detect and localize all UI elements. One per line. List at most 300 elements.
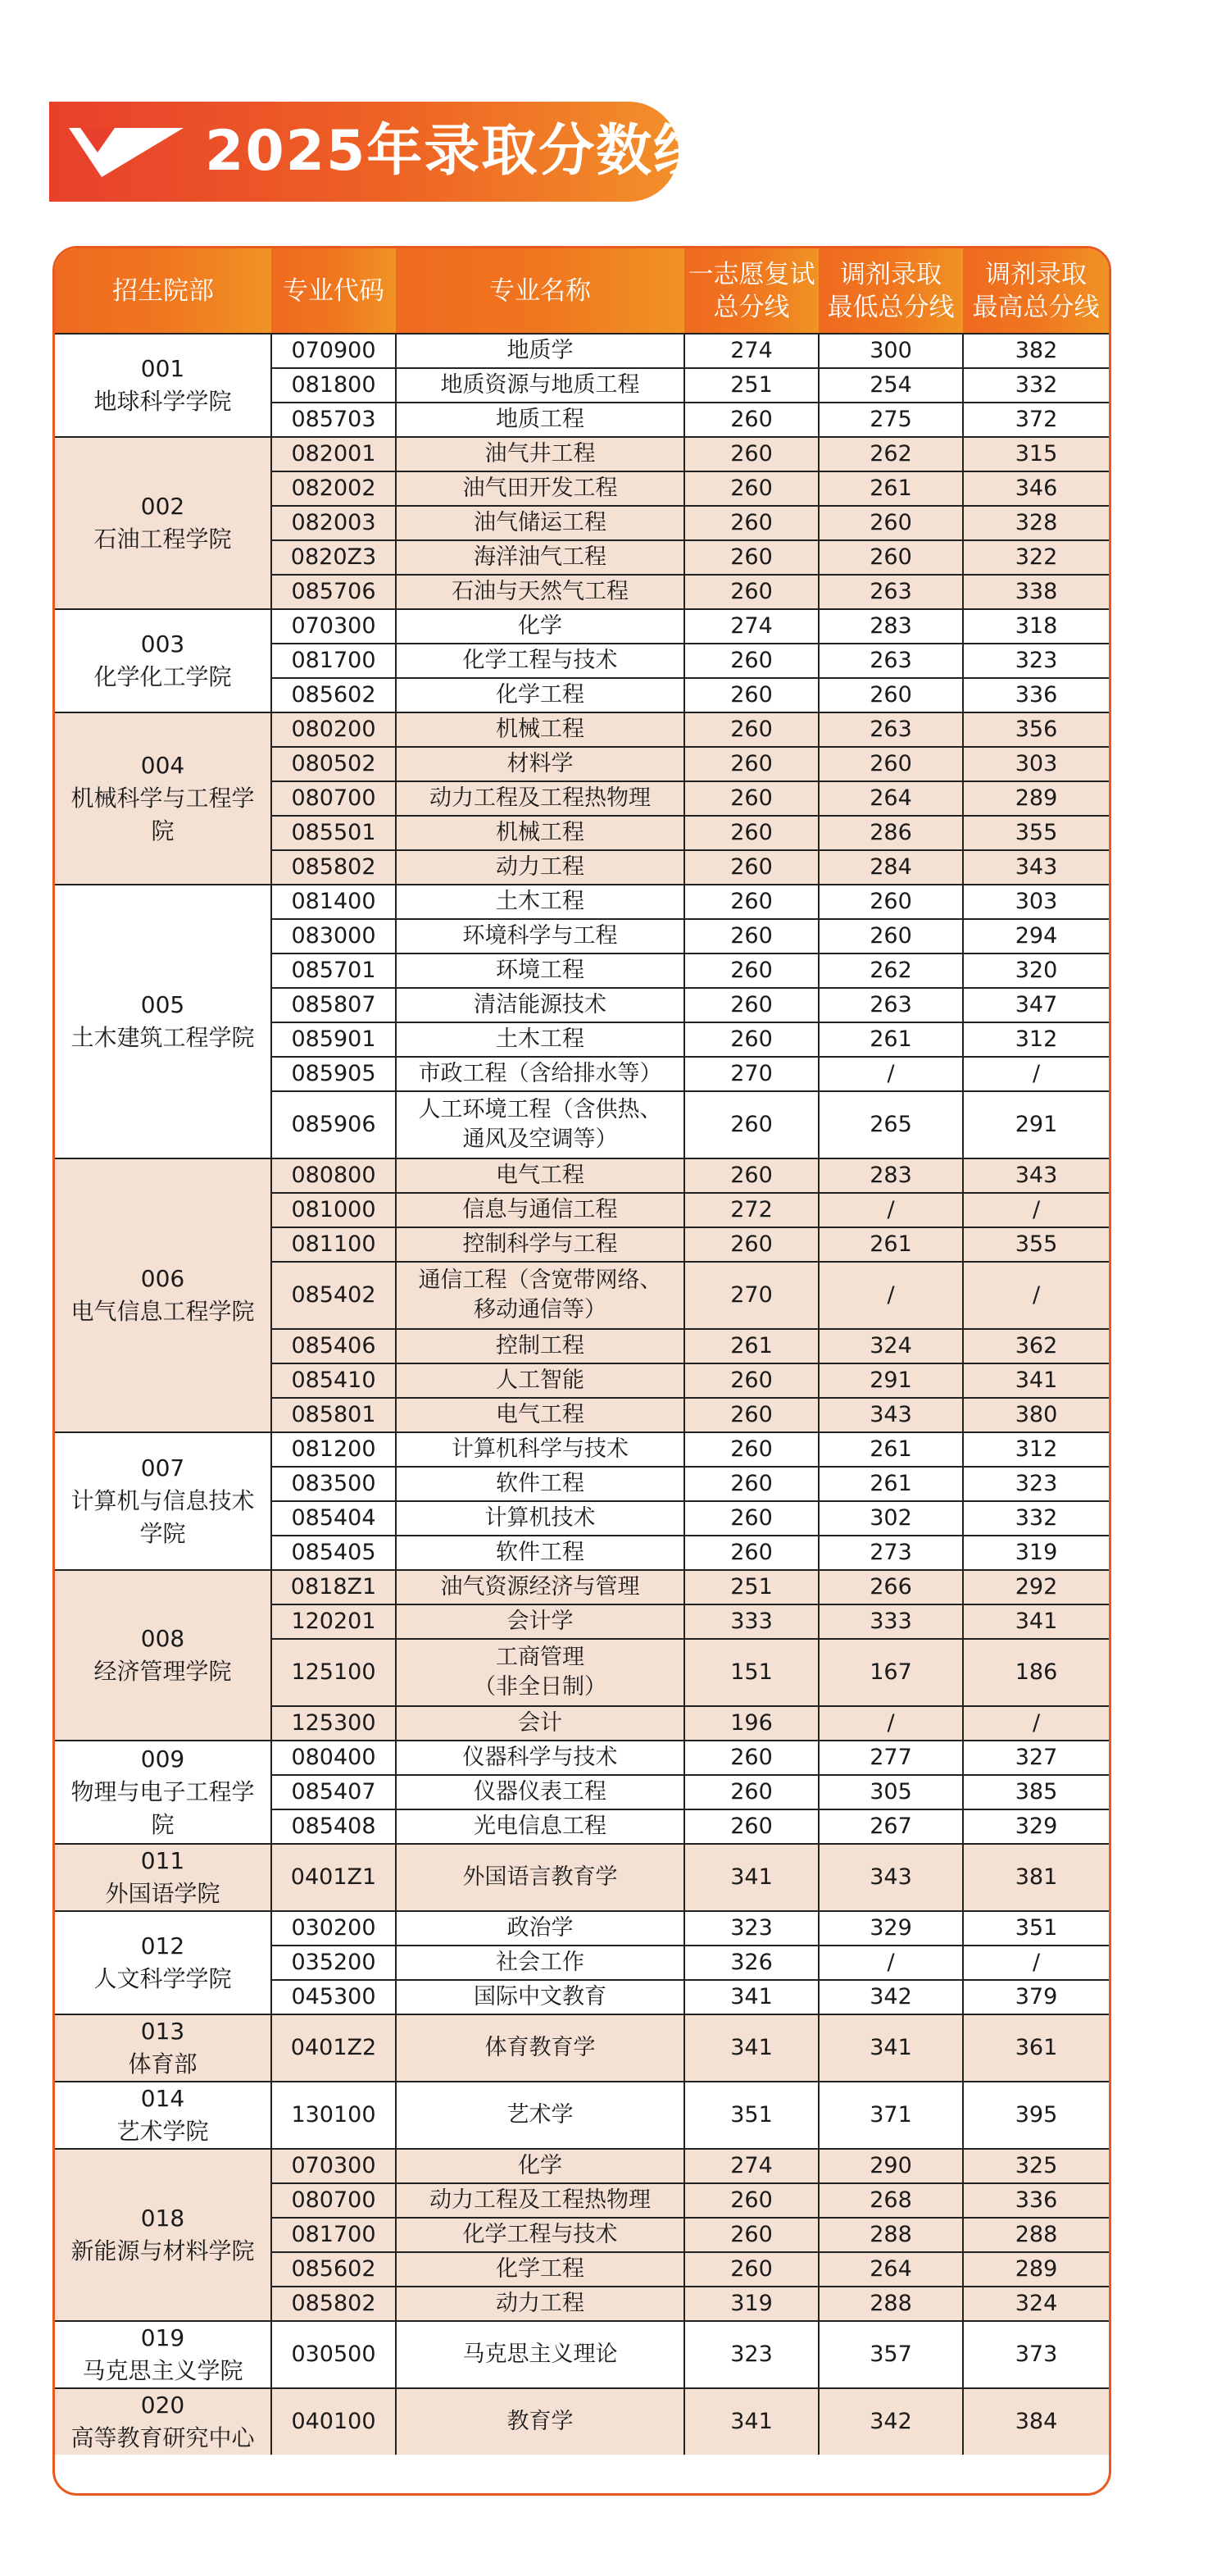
first-choice-score-cell: 260 — [684, 1501, 819, 1536]
major-name-cell: 马克思主义理论 — [396, 2321, 684, 2388]
major-code-cell: 085906 — [271, 1091, 396, 1158]
first-choice-score-cell: 260 — [684, 1022, 819, 1057]
first-choice-score-cell: 260 — [684, 1432, 819, 1467]
major-name-cell: 控制科学与工程 — [396, 1227, 684, 1262]
major-name-cell: 计算机科学与技术 — [396, 1432, 684, 1467]
major-name-cell: 化学工程 — [396, 678, 684, 712]
major-code-cell: 040100 — [271, 2388, 396, 2455]
first-choice-score-cell: 260 — [684, 1467, 819, 1501]
adjust-min-score-cell: 264 — [819, 781, 963, 816]
first-choice-score-cell: 274 — [684, 609, 819, 644]
major-code-cell: 085801 — [271, 1398, 396, 1432]
first-choice-score-cell: 260 — [684, 988, 819, 1022]
major-code-cell: 0401Z1 — [271, 1844, 396, 1911]
adjust-min-score-cell: 277 — [819, 1741, 963, 1775]
table-row — [55, 2149, 1109, 2183]
major-code-cell: 080502 — [271, 747, 396, 781]
major-code-cell: 085703 — [271, 403, 396, 437]
adjust-max-score-cell: 336 — [963, 2183, 1109, 2218]
adjust-min-score-cell: 291 — [819, 1363, 963, 1398]
adjust-min-score-cell: 275 — [819, 403, 963, 437]
major-name-cell: 油气资源经济与管理 — [396, 1570, 684, 1604]
first-choice-score-cell: 260 — [684, 2183, 819, 2218]
first-choice-score-cell: 260 — [684, 747, 819, 781]
major-name-cell: 计算机技术 — [396, 1501, 684, 1536]
first-choice-score-cell: 351 — [684, 2082, 819, 2149]
major-code-cell: 030200 — [271, 1911, 396, 1946]
first-choice-score-cell: 260 — [684, 471, 819, 506]
adjust-max-score-cell: / — [963, 1262, 1109, 1329]
major-code-cell: 085706 — [271, 575, 396, 609]
major-name-cell: 机械工程 — [396, 712, 684, 747]
adjust-max-score-cell: 318 — [963, 609, 1109, 644]
major-name-cell: 化学工程与技术 — [396, 644, 684, 678]
adjust-min-score-cell: 283 — [819, 609, 963, 644]
school-cell: 020 高等教育研究中心 — [55, 2388, 271, 2455]
adjust-min-score-cell: 261 — [819, 1227, 963, 1262]
major-name-cell: 软件工程 — [396, 1536, 684, 1570]
table-row — [55, 437, 1109, 471]
header-code: 专业代码 — [271, 248, 396, 334]
table-body — [55, 334, 1109, 2455]
major-code-cell: 085405 — [271, 1536, 396, 1570]
table-row — [55, 1911, 1109, 1946]
first-choice-score-cell: 274 — [684, 334, 819, 368]
adjust-min-score-cell: 254 — [819, 368, 963, 403]
first-choice-score-cell: 341 — [684, 2014, 819, 2082]
header-major: 专业名称 — [396, 248, 684, 334]
major-name-cell: 光电信息工程 — [396, 1809, 684, 1844]
major-name-cell: 环境科学与工程 — [396, 919, 684, 953]
adjust-max-score-cell: 292 — [963, 1570, 1109, 1604]
adjust-min-score-cell: 300 — [819, 334, 963, 368]
table-row — [55, 2388, 1109, 2455]
first-choice-score-cell: 260 — [684, 1091, 819, 1158]
major-name-cell: 油气井工程 — [396, 437, 684, 471]
school-cell: 006 电气信息工程学院 — [55, 1158, 271, 1432]
major-name-cell: 软件工程 — [396, 1467, 684, 1501]
first-choice-score-cell: 341 — [684, 1844, 819, 1911]
adjust-min-score-cell: 341 — [819, 2014, 963, 2082]
adjust-max-score-cell: 356 — [963, 712, 1109, 747]
major-code-cell: 082002 — [271, 471, 396, 506]
major-code-cell: 085905 — [271, 1057, 396, 1091]
first-choice-score-cell: 260 — [684, 1158, 819, 1193]
school-cell: 009 物理与电子工程学 院 — [55, 1741, 271, 1844]
school-cell: 014 艺术学院 — [55, 2082, 271, 2149]
adjust-min-score-cell: / — [819, 1706, 963, 1741]
adjust-max-score-cell: 341 — [963, 1604, 1109, 1639]
first-choice-score-cell: 260 — [684, 1363, 819, 1398]
first-choice-score-cell: 260 — [684, 2218, 819, 2252]
adjust-max-score-cell: 382 — [963, 334, 1109, 368]
table-row — [55, 2014, 1109, 2082]
major-code-cell: 081200 — [271, 1432, 396, 1467]
first-choice-score-cell: 260 — [684, 712, 819, 747]
first-choice-score-cell: 260 — [684, 1227, 819, 1262]
adjust-min-score-cell: 284 — [819, 850, 963, 885]
adjust-max-score-cell: 373 — [963, 2321, 1109, 2388]
first-choice-score-cell: 260 — [684, 437, 819, 471]
adjust-min-score-cell: 261 — [819, 471, 963, 506]
adjust-max-score-cell: 351 — [963, 1911, 1109, 1946]
adjust-min-score-cell: 263 — [819, 712, 963, 747]
first-choice-score-cell: 341 — [684, 2388, 819, 2455]
first-choice-score-cell: 260 — [684, 2252, 819, 2287]
first-choice-score-cell: 196 — [684, 1706, 819, 1741]
table-row — [55, 334, 1109, 368]
major-code-cell: 070300 — [271, 609, 396, 644]
major-name-cell: 机械工程 — [396, 816, 684, 850]
adjust-max-score-cell: 328 — [963, 506, 1109, 540]
adjust-min-score-cell: 263 — [819, 644, 963, 678]
adjust-max-score-cell: 289 — [963, 781, 1109, 816]
major-code-cell: 083500 — [271, 1467, 396, 1501]
table-row — [55, 2082, 1109, 2149]
adjust-max-score-cell: 323 — [963, 644, 1109, 678]
adjust-max-score-cell: 355 — [963, 1227, 1109, 1262]
table-row — [55, 885, 1109, 919]
header-school: 招生院部 — [55, 248, 271, 334]
adjust-min-score-cell: 324 — [819, 1329, 963, 1363]
school-cell: 008 经济管理学院 — [55, 1570, 271, 1741]
major-name-cell: 通信工程（含宽带网络、 移动通信等） — [396, 1262, 684, 1329]
major-code-cell: 085901 — [271, 1022, 396, 1057]
major-name-cell: 仪器科学与技术 — [396, 1741, 684, 1775]
adjust-max-score-cell: 320 — [963, 953, 1109, 988]
first-choice-score-cell: 272 — [684, 1193, 819, 1227]
major-code-cell: 070900 — [271, 334, 396, 368]
major-code-cell: 085407 — [271, 1775, 396, 1809]
major-code-cell: 085402 — [271, 1262, 396, 1329]
adjust-max-score-cell: 323 — [963, 1467, 1109, 1501]
header-adjust-max: 调剂录取 最高总分线 — [963, 248, 1109, 334]
adjust-min-score-cell: 302 — [819, 1501, 963, 1536]
major-name-cell: 环境工程 — [396, 953, 684, 988]
first-choice-score-cell: 333 — [684, 1604, 819, 1639]
major-code-cell: 130100 — [271, 2082, 396, 2149]
first-choice-score-cell: 260 — [684, 403, 819, 437]
major-code-cell: 085802 — [271, 2287, 396, 2321]
adjust-max-score-cell: 327 — [963, 1741, 1109, 1775]
adjust-min-score-cell: 260 — [819, 540, 963, 575]
adjust-max-score-cell: 322 — [963, 540, 1109, 575]
major-name-cell: 政治学 — [396, 1911, 684, 1946]
major-name-cell: 电气工程 — [396, 1398, 684, 1432]
adjust-max-score-cell: 288 — [963, 2218, 1109, 2252]
major-name-cell: 控制工程 — [396, 1329, 684, 1363]
major-name-cell: 信息与通信工程 — [396, 1193, 684, 1227]
first-choice-score-cell: 260 — [684, 850, 819, 885]
major-code-cell: 082003 — [271, 506, 396, 540]
adjust-min-score-cell: 288 — [819, 2287, 963, 2321]
major-name-cell: 地质学 — [396, 334, 684, 368]
adjust-min-score-cell: 273 — [819, 1536, 963, 1570]
adjust-min-score-cell: / — [819, 1262, 963, 1329]
adjust-min-score-cell: 267 — [819, 1809, 963, 1844]
major-name-cell: 人工环境工程（含供热、 通风及空调等） — [396, 1091, 684, 1158]
adjust-max-score-cell: 324 — [963, 2287, 1109, 2321]
major-code-cell: 120201 — [271, 1604, 396, 1639]
table-row — [55, 1158, 1109, 1193]
table-row — [55, 1432, 1109, 1467]
major-code-cell: 085410 — [271, 1363, 396, 1398]
table-row — [55, 1741, 1109, 1775]
title-banner — [49, 102, 711, 202]
adjust-max-score-cell: 385 — [963, 1775, 1109, 1809]
major-name-cell: 动力工程及工程热物理 — [396, 2183, 684, 2218]
first-choice-score-cell: 260 — [684, 1809, 819, 1844]
adjust-max-score-cell: 355 — [963, 816, 1109, 850]
major-name-cell: 海洋油气工程 — [396, 540, 684, 575]
table-row — [55, 2321, 1109, 2388]
adjust-min-score-cell: 342 — [819, 1980, 963, 2014]
first-choice-score-cell: 260 — [684, 919, 819, 953]
adjust-max-score-cell: 346 — [963, 471, 1109, 506]
first-choice-score-cell: 260 — [684, 816, 819, 850]
major-code-cell: 081000 — [271, 1193, 396, 1227]
adjust-min-score-cell: 262 — [819, 437, 963, 471]
adjust-max-score-cell: 186 — [963, 1639, 1109, 1706]
adjust-max-score-cell: 343 — [963, 1158, 1109, 1193]
adjust-max-score-cell: 332 — [963, 368, 1109, 403]
first-choice-score-cell: 151 — [684, 1639, 819, 1706]
first-choice-score-cell: 260 — [684, 1398, 819, 1432]
major-code-cell: 081400 — [271, 885, 396, 919]
adjust-min-score-cell: 260 — [819, 678, 963, 712]
major-name-cell: 化学 — [396, 609, 684, 644]
adjust-min-score-cell: 265 — [819, 1091, 963, 1158]
major-code-cell: 085602 — [271, 678, 396, 712]
school-cell: 005 土木建筑工程学院 — [55, 885, 271, 1158]
adjust-min-score-cell: / — [819, 1946, 963, 1980]
major-code-cell: 081800 — [271, 368, 396, 403]
major-name-cell: 仪器仪表工程 — [396, 1775, 684, 1809]
first-choice-score-cell: 326 — [684, 1946, 819, 1980]
major-name-cell: 土木工程 — [396, 1022, 684, 1057]
school-cell: 004 机械科学与工程学 院 — [55, 712, 271, 885]
adjust-min-score-cell: 263 — [819, 575, 963, 609]
major-code-cell: 085408 — [271, 1809, 396, 1844]
major-code-cell: 0401Z2 — [271, 2014, 396, 2082]
adjust-max-score-cell: 329 — [963, 1809, 1109, 1844]
adjust-min-score-cell: / — [819, 1193, 963, 1227]
first-choice-score-cell: 260 — [684, 1775, 819, 1809]
adjust-min-score-cell: 261 — [819, 1022, 963, 1057]
adjust-min-score-cell: 261 — [819, 1432, 963, 1467]
adjust-min-score-cell: 342 — [819, 2388, 963, 2455]
major-code-cell: 085501 — [271, 816, 396, 850]
adjust-min-score-cell: 264 — [819, 2252, 963, 2287]
table-header-row — [55, 248, 1109, 334]
major-code-cell: 085406 — [271, 1329, 396, 1363]
adjust-min-score-cell: 329 — [819, 1911, 963, 1946]
table-row — [55, 1844, 1109, 1911]
adjust-max-score-cell: 381 — [963, 1844, 1109, 1911]
first-choice-score-cell: 260 — [684, 575, 819, 609]
adjust-max-score-cell: 291 — [963, 1091, 1109, 1158]
adjust-min-score-cell: 371 — [819, 2082, 963, 2149]
score-table — [52, 246, 1111, 2496]
major-name-cell: 地质资源与地质工程 — [396, 368, 684, 403]
first-choice-score-cell: 323 — [684, 1911, 819, 1946]
table-row — [55, 609, 1109, 644]
adjust-max-score-cell: 312 — [963, 1022, 1109, 1057]
adjust-max-score-cell: 303 — [963, 885, 1109, 919]
school-cell: 018 新能源与材料学院 — [55, 2149, 271, 2321]
major-name-cell: 化学 — [396, 2149, 684, 2183]
adjust-max-score-cell: 380 — [963, 1398, 1109, 1432]
major-name-cell: 工商管理 （非全日制） — [396, 1639, 684, 1706]
major-code-cell: 080200 — [271, 712, 396, 747]
adjust-max-score-cell: 303 — [963, 747, 1109, 781]
adjust-min-score-cell: 260 — [819, 885, 963, 919]
major-code-cell: 081700 — [271, 644, 396, 678]
major-name-cell: 动力工程及工程热物理 — [396, 781, 684, 816]
major-name-cell: 社会工作 — [396, 1946, 684, 1980]
major-code-cell: 125300 — [271, 1706, 396, 1741]
adjust-min-score-cell: 262 — [819, 953, 963, 988]
first-choice-score-cell: 274 — [684, 2149, 819, 2183]
school-cell: 001 地球科学学院 — [55, 334, 271, 437]
adjust-min-score-cell: 290 — [819, 2149, 963, 2183]
major-name-cell: 油气田开发工程 — [396, 471, 684, 506]
major-code-cell: 083000 — [271, 919, 396, 953]
table-row — [55, 1570, 1109, 1604]
adjust-min-score-cell: 260 — [819, 506, 963, 540]
adjust-max-score-cell: 332 — [963, 1501, 1109, 1536]
major-code-cell: 080700 — [271, 2183, 396, 2218]
major-name-cell: 油气储运工程 — [396, 506, 684, 540]
adjust-max-score-cell: 338 — [963, 575, 1109, 609]
triangle-icon — [69, 128, 184, 177]
adjust-min-score-cell: 305 — [819, 1775, 963, 1809]
first-choice-score-cell: 260 — [684, 506, 819, 540]
adjust-max-score-cell: 336 — [963, 678, 1109, 712]
major-code-cell: 070300 — [271, 2149, 396, 2183]
major-code-cell: 045300 — [271, 1980, 396, 2014]
major-name-cell: 清洁能源技术 — [396, 988, 684, 1022]
first-choice-score-cell: 260 — [684, 953, 819, 988]
adjust-max-score-cell: / — [963, 1706, 1109, 1741]
school-cell: 003 化学化工学院 — [55, 609, 271, 712]
major-code-cell: 0820Z3 — [271, 540, 396, 575]
major-name-cell: 外国语言教育学 — [396, 1844, 684, 1911]
major-name-cell: 石油与天然气工程 — [396, 575, 684, 609]
major-name-cell: 体育教育学 — [396, 2014, 684, 2082]
adjust-min-score-cell: 333 — [819, 1604, 963, 1639]
major-name-cell: 市政工程（含给排水等） — [396, 1057, 684, 1091]
major-code-cell: 125100 — [271, 1639, 396, 1706]
first-choice-score-cell: 260 — [684, 1536, 819, 1570]
adjust-min-score-cell: 266 — [819, 1570, 963, 1604]
major-name-cell: 会计学 — [396, 1604, 684, 1639]
adjust-max-score-cell: 312 — [963, 1432, 1109, 1467]
major-code-cell: 081100 — [271, 1227, 396, 1262]
first-choice-score-cell: 260 — [684, 1741, 819, 1775]
first-choice-score-cell: 323 — [684, 2321, 819, 2388]
adjust-max-score-cell: / — [963, 1193, 1109, 1227]
major-code-cell: 080400 — [271, 1741, 396, 1775]
major-code-cell: 085807 — [271, 988, 396, 1022]
adjust-max-score-cell: 347 — [963, 988, 1109, 1022]
adjust-min-score-cell: 261 — [819, 1467, 963, 1501]
adjust-max-score-cell: 294 — [963, 919, 1109, 953]
major-name-cell: 国际中文教育 — [396, 1980, 684, 2014]
major-name-cell: 人工智能 — [396, 1363, 684, 1398]
first-choice-score-cell: 341 — [684, 1980, 819, 2014]
adjust-min-score-cell: / — [819, 1057, 963, 1091]
first-choice-score-cell: 260 — [684, 885, 819, 919]
major-name-cell: 动力工程 — [396, 2287, 684, 2321]
adjust-min-score-cell: 288 — [819, 2218, 963, 2252]
major-code-cell: 085404 — [271, 1501, 396, 1536]
school-cell: 002 石油工程学院 — [55, 437, 271, 609]
major-name-cell: 艺术学 — [396, 2082, 684, 2149]
major-name-cell: 土木工程 — [396, 885, 684, 919]
adjust-min-score-cell: 167 — [819, 1639, 963, 1706]
adjust-max-score-cell: / — [963, 1946, 1109, 1980]
adjust-max-score-cell: 362 — [963, 1329, 1109, 1363]
header-adjust-min: 调剂录取 最低总分线 — [819, 248, 963, 334]
first-choice-score-cell: 260 — [684, 781, 819, 816]
page-title: 2025年录取分数线 — [205, 119, 711, 184]
first-choice-score-cell: 251 — [684, 368, 819, 403]
first-choice-score-cell: 270 — [684, 1262, 819, 1329]
major-code-cell: 085602 — [271, 2252, 396, 2287]
major-code-cell: 082001 — [271, 437, 396, 471]
adjust-min-score-cell: 357 — [819, 2321, 963, 2388]
first-choice-score-cell: 251 — [684, 1570, 819, 1604]
major-name-cell: 化学工程 — [396, 2252, 684, 2287]
major-name-cell: 地质工程 — [396, 403, 684, 437]
adjust-min-score-cell: 260 — [819, 747, 963, 781]
first-choice-score-cell: 260 — [684, 540, 819, 575]
school-cell: 007 计算机与信息技术 学院 — [55, 1432, 271, 1570]
school-cell: 012 人文科学学院 — [55, 1911, 271, 2014]
major-code-cell: 0818Z1 — [271, 1570, 396, 1604]
first-choice-score-cell: 261 — [684, 1329, 819, 1363]
adjust-min-score-cell: 343 — [819, 1398, 963, 1432]
table-row — [55, 712, 1109, 747]
header-first-choice: 一志愿复试 总分线 — [684, 248, 819, 334]
major-code-cell: 080700 — [271, 781, 396, 816]
adjust-max-score-cell: / — [963, 1057, 1109, 1091]
adjust-min-score-cell: 283 — [819, 1158, 963, 1193]
first-choice-score-cell: 260 — [684, 644, 819, 678]
school-cell: 011 外国语学院 — [55, 1844, 271, 1911]
major-name-cell: 动力工程 — [396, 850, 684, 885]
school-cell: 013 体育部 — [55, 2014, 271, 2082]
major-code-cell: 035200 — [271, 1946, 396, 1980]
adjust-max-score-cell: 384 — [963, 2388, 1109, 2455]
major-code-cell: 081700 — [271, 2218, 396, 2252]
school-cell: 019 马克思主义学院 — [55, 2321, 271, 2388]
adjust-max-score-cell: 315 — [963, 437, 1109, 471]
major-code-cell: 080800 — [271, 1158, 396, 1193]
adjust-min-score-cell: 260 — [819, 919, 963, 953]
adjust-max-score-cell: 361 — [963, 2014, 1109, 2082]
first-choice-score-cell: 319 — [684, 2287, 819, 2321]
major-code-cell: 085701 — [271, 953, 396, 988]
first-choice-score-cell: 260 — [684, 678, 819, 712]
adjust-max-score-cell: 395 — [963, 2082, 1109, 2149]
adjust-max-score-cell: 379 — [963, 1980, 1109, 2014]
major-name-cell: 会计 — [396, 1706, 684, 1741]
adjust-max-score-cell: 325 — [963, 2149, 1109, 2183]
adjust-min-score-cell: 263 — [819, 988, 963, 1022]
major-name-cell: 材料学 — [396, 747, 684, 781]
